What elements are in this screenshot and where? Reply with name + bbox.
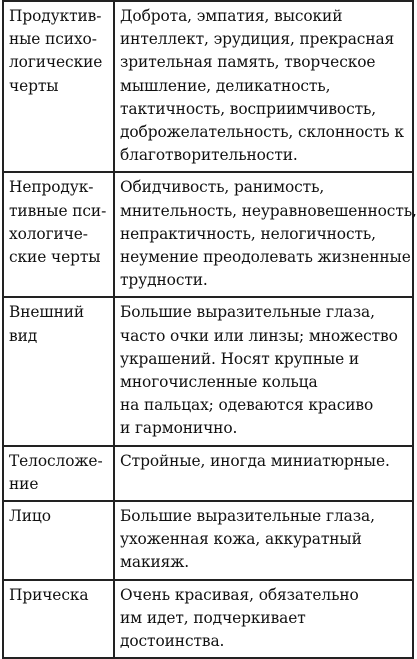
table-row-unproductive-traits [3,172,413,297]
row-value-cell [114,297,413,445]
row-value-line: зрительная память, творческое [120,53,376,72]
row-label-line: вид [9,326,38,345]
row-value-line: тактичность, восприимчивость, [120,99,377,118]
row-value-line: и гармонично. [120,419,238,438]
row-value-line: достоинства. [120,632,225,651]
row-value-line: макияж. [120,553,190,572]
row-label-line: Непродук- [9,178,94,197]
row-value-line: мнительность, неуравновешенность, [120,201,417,220]
row-value-line: Большие выразительные глаза, [120,507,375,526]
row-value-line: трудности. [120,271,208,290]
row-label-line: Внешний [9,303,85,322]
row-label-line: ские черты [9,248,101,267]
row-value-line: Доброта, эмпатия, высокий [120,7,343,25]
row-value-line: украшений. Носят крупные и [120,349,360,368]
row-label-cell [3,1,114,172]
row-value-line: интеллект, эрудиция, прекрасная [120,30,395,49]
row-label-line: Прическа [9,585,89,604]
row-value-cell [114,580,413,659]
row-value-line: многочисленные кольца [120,373,318,392]
row-value-line: непрактичность, нелогичность, [120,224,376,243]
row-label-line: Продуктив- [9,7,102,25]
table-row-hairstyle [3,580,413,659]
row-value-cell [114,501,413,580]
row-value-line: Стройные, иногда миниатюрные. [120,451,390,470]
row-label-line: Телосложе- [9,451,103,470]
row-label-line: хологиче- [9,224,88,243]
row-label-line: логические [9,53,103,72]
row-label-line: ние [9,474,39,493]
row-value-line: Очень красивая, обязательно [120,585,359,604]
table-row-productive-traits [3,1,413,172]
row-label-cell [3,580,114,659]
row-label-line: тивные пси- [9,201,107,220]
row-value-cell [114,172,417,297]
row-value-cell [114,446,413,501]
row-label-cell [3,446,114,501]
table-row-face [3,501,413,580]
row-value-cell [114,1,413,172]
row-value-line: благотворительности. [120,146,298,165]
row-label-cell [3,297,114,445]
row-value-line: неумение преодолевать жизненные [120,248,411,267]
row-value-line: ухоженная кожа, аккуратный [120,530,362,549]
row-value-line: Обидчивость, ранимость, [120,178,325,197]
row-value-line: часто очки или линзы; множество [120,326,398,345]
row-label-line: черты [9,76,59,95]
row-label-cell [3,501,114,580]
traits-table-body [3,1,417,658]
table-row-appearance [3,297,413,445]
row-label-cell [3,172,114,297]
row-value-line: на пальцах; одеваются красиво [120,396,374,415]
row-label-line: Лицо [9,507,51,526]
table-row-body-build [3,446,413,501]
row-value-line: мышление, деликатность, [120,76,331,95]
traits-table [2,0,417,659]
row-label-line: ные психо- [9,30,97,49]
row-value-line: доброжелательность, склонность к [120,123,404,142]
row-value-line: им идет, подчеркивает [120,608,306,627]
row-value-line: Большие выразительные глаза, [120,303,375,322]
